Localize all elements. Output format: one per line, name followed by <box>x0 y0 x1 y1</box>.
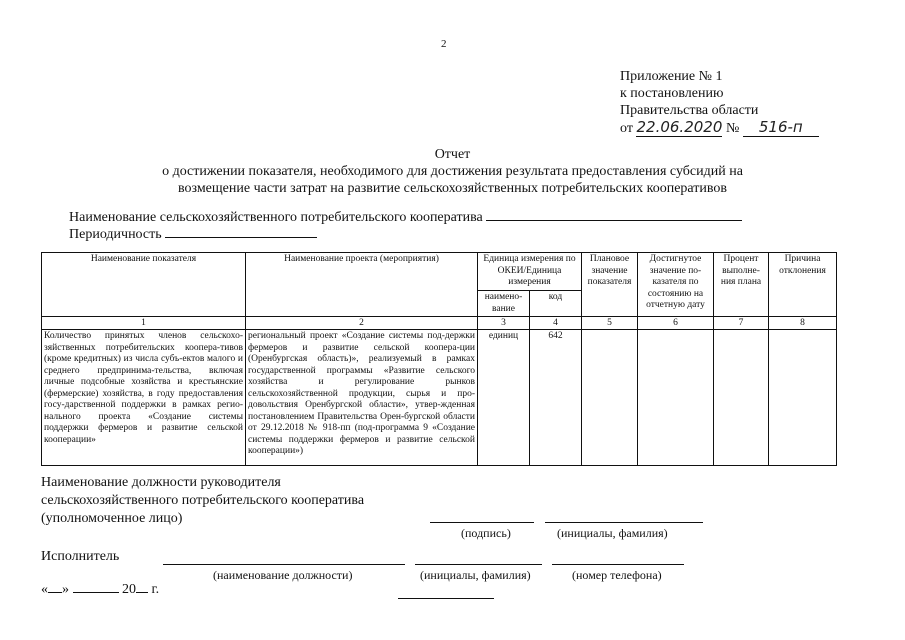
header-unit-name: наимено-вание <box>478 291 530 317</box>
executor-label: Исполнитель <box>41 549 120 564</box>
date-month-blank[interactable] <box>73 580 119 593</box>
appendix-line2: к постановлению <box>620 86 724 101</box>
signature-blank[interactable] <box>430 522 534 523</box>
periodicity-blank[interactable] <box>165 225 317 238</box>
coop-name-label: Наименование сельскохозяйственного потребительского кооператива <box>69 210 483 225</box>
head-name-caption: (инициалы, фамилия) <box>557 526 668 540</box>
appendix-date-line <box>620 119 819 137</box>
cell-project: региональный проект «Создание системы под-держки фермеров и развитие сельской коопера-ции (Оренбургская область)», реализуемый в рамках государственной программы «Развитие сельского хозяйства и регулирование рынков сельскохозяйственной продукции, сырья и про-довольствия Оренбургской области», утвер-жденная постановлением Правительства Орен-бургской области от 29.12.2018 № 918-пп (под-программа 9 «Создание системы поддержки фермеров и развитие сельской кооперации») <box>246 330 478 466</box>
bottom-rule <box>398 598 494 599</box>
periodicity-label: Периодичность <box>69 227 162 242</box>
col-number: 1 <box>42 317 246 330</box>
header-unit-code: код <box>530 291 582 317</box>
cell-planned[interactable] <box>582 330 638 466</box>
col-number: 4 <box>530 317 582 330</box>
executor-position-caption: (наименование должности) <box>213 568 353 582</box>
date-line <box>41 580 159 599</box>
col-number: 3 <box>478 317 530 330</box>
cell-unit-code: 642 <box>530 330 582 466</box>
executor-name-blank[interactable] <box>415 564 542 565</box>
head-position-line3: (уполномоченное лицо) <box>41 511 183 526</box>
date-close-quote: » <box>62 582 69 597</box>
header-reason: Причина отклонения <box>769 253 837 317</box>
date-year-blank[interactable] <box>136 580 148 593</box>
head-position-line1: Наименование должности руководителя <box>41 475 281 490</box>
date-year-prefix: 20 <box>122 582 136 597</box>
cell-reason[interactable] <box>769 330 837 466</box>
report-subtitle-line2: возмещение части затрат на развитие сельскохозяйственных потребительских кооперативов <box>177 181 728 196</box>
executor-name-caption: (инициалы, фамилия) <box>420 568 531 582</box>
page-number: 2 <box>441 38 447 50</box>
signature-caption: (подпись) <box>461 526 511 540</box>
head-name-blank[interactable] <box>545 522 703 523</box>
appendix-date: 22.06.2020 <box>636 118 723 136</box>
appendix-number-sign: № <box>725 121 740 136</box>
appendix-line3: Правительства области <box>620 103 759 118</box>
date-year-suffix: г. <box>151 582 160 597</box>
col-number: 5 <box>582 317 638 330</box>
report-title: Отчет <box>434 147 471 162</box>
head-position-line2: сельскохозяйственного потребительского кооператива <box>41 493 365 508</box>
periodicity-field <box>69 225 317 243</box>
date-open-quote: « <box>41 582 48 597</box>
header-project: Наименование проекта (мероприятия) <box>246 253 478 317</box>
cell-indicator: Количество принятых членов сельскохо-зяйственных потребительских коопера-тивов (кроме кредитных) из числа субъ-ектов малого и среднего предпринима-тельства, включая личные подсобные хозяйства и крестьянские (фермерские) хозяйства, в году предоставления госу-дарственной поддержки в рамках регио-нального проекта «Создание системы поддержки фермеров и развитие сельской кооперации» <box>42 330 246 466</box>
header-percent: Процент выполне-ния плана <box>714 253 769 317</box>
col-number: 7 <box>714 317 769 330</box>
indicator-table <box>41 252 837 466</box>
executor-position-blank[interactable] <box>163 564 405 565</box>
appendix-date-prefix: от <box>620 121 633 136</box>
header-achieved: Достигнутое значение по-казателя по состоянию на отчетную дату <box>638 253 714 317</box>
header-planned: Плановое значение показателя <box>582 253 638 317</box>
appendix-block <box>620 68 819 137</box>
header-unit: Единица измерения по ОКЕИ/Единица измерения <box>478 253 582 291</box>
table-row <box>42 330 837 466</box>
date-day-blank[interactable] <box>48 580 62 593</box>
col-number: 8 <box>769 317 837 330</box>
cell-achieved[interactable] <box>638 330 714 466</box>
col-number: 6 <box>638 317 714 330</box>
header-indicator: Наименование показателя <box>42 253 246 317</box>
cell-unit-name: единиц <box>478 330 530 466</box>
report-subtitle-line1: о достижении показателя, необходимого для достижения результата предоставления субсидий на <box>162 164 743 179</box>
appendix-number: 516-п <box>743 119 819 137</box>
coop-name-blank[interactable] <box>486 208 742 221</box>
executor-phone-caption: (номер телефона) <box>572 568 662 582</box>
cell-percent[interactable] <box>714 330 769 466</box>
col-number: 2 <box>246 317 478 330</box>
coop-name-field <box>69 208 742 226</box>
executor-phone-blank[interactable] <box>552 564 684 565</box>
appendix-title: Приложение № 1 <box>620 69 723 84</box>
